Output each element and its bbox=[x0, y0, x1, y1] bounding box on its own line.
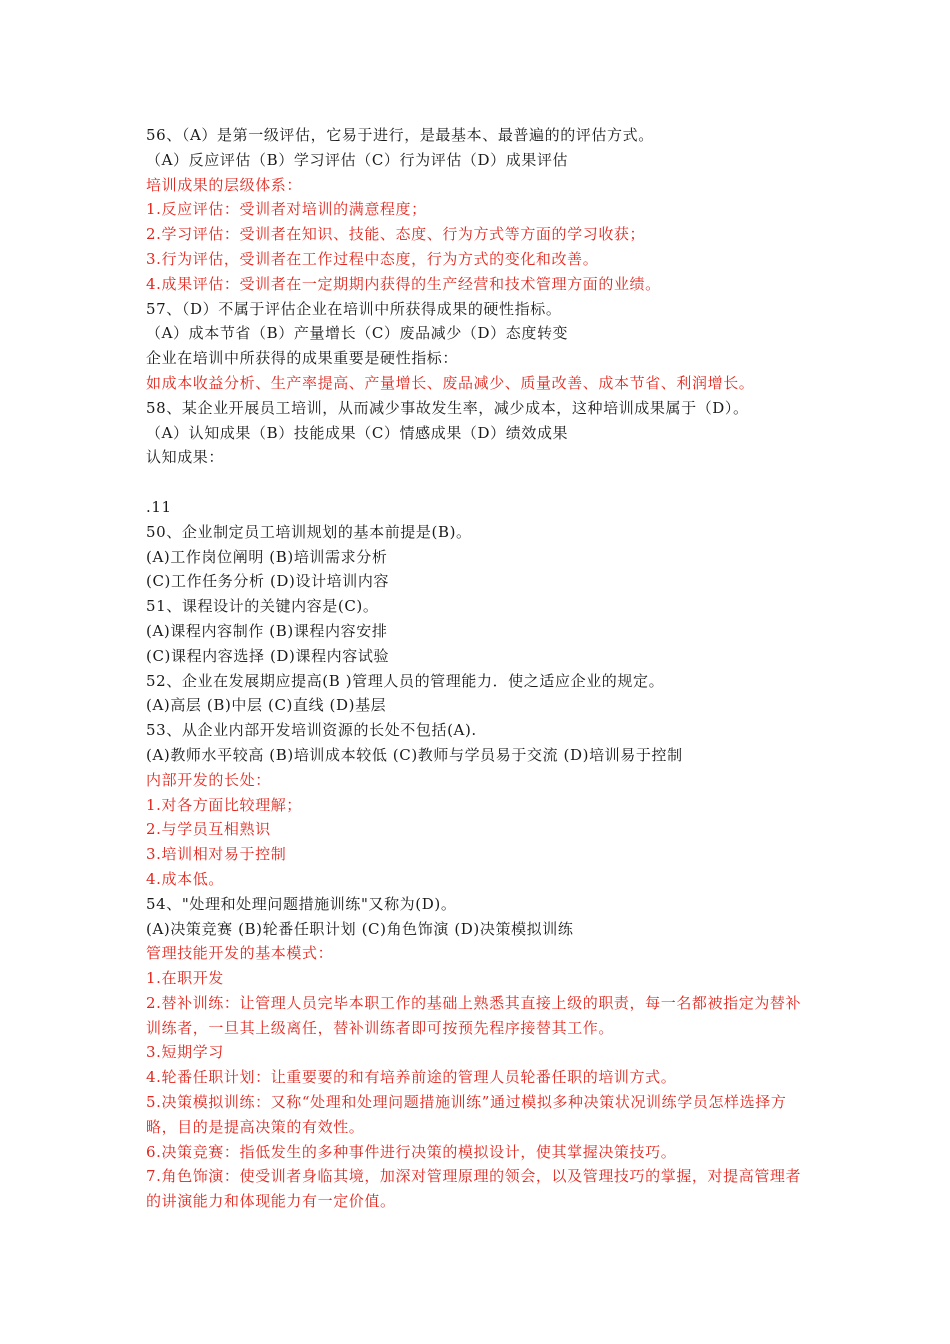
question-57-options: （A）成本节省（B）产量增长（C）废品减少（D）态度转变 bbox=[146, 324, 569, 343]
question-54: 54、"处理和处理问题措施训练"又称为(D)。 bbox=[146, 894, 457, 913]
question-57: 57、（D）不属于评估企业在培训中所获得成果的硬性指标。 bbox=[146, 299, 562, 318]
question-51-options: (A)课程内容制作 (B)课程内容安排 bbox=[146, 621, 388, 640]
note-item: 3.培训相对易于控制 bbox=[146, 845, 287, 864]
note-item: 5.决策模拟训练：又称“处理和处理问题措施训练”通过模拟多种决策状况训练学员怎样选择方略，目的是提高决策的有效性。 bbox=[146, 1093, 787, 1136]
question-53-options: (A)教师水平较高 (B)培训成本较低 (C)教师与学员易于交流 (D)培训易于控制 bbox=[146, 745, 683, 764]
note-item: 1.在职开发 bbox=[146, 969, 224, 988]
blank-line bbox=[146, 470, 806, 495]
question-50: 50、企业制定员工培训规划的基本前提是(B)。 bbox=[146, 522, 472, 541]
note-item: 4.成本低。 bbox=[146, 869, 224, 888]
note-item: 3.行为评估，受训者在工作过程中态度，行为方式的变化和改善。 bbox=[146, 249, 599, 268]
explanation-text: 企业在培训中所获得的成果重要是硬性指标： bbox=[146, 349, 459, 368]
question-52-options: (A)高层 (B)中层 (C)直线 (D)基层 bbox=[146, 696, 387, 715]
section-marker: .11 bbox=[146, 497, 172, 516]
question-56-options: （A）反应评估（B）学习评估（C）行为评估（D）成果评估 bbox=[146, 150, 569, 169]
question-51: 51、课程设计的关键内容是(C)。 bbox=[146, 597, 379, 616]
question-58: 58、某企业开展员工培训，从而减少事故发生率，减少成本，这种培训成果属于（D）。 bbox=[146, 398, 749, 417]
note-heading: 培训成果的层级体系： bbox=[146, 175, 303, 194]
note-item: 如成本收益分析、生产率提高、产量增长、废品减少、质量改善、成本节省、利润增长。 bbox=[146, 373, 755, 392]
note-item: 7.角色饰演：使受训者身临其境，加深对管理原理的领会，以及管理技巧的掌握，对提高管理者的讲演能力和体现能力有一定价值。 bbox=[146, 1167, 802, 1211]
question-50-options: (C)工作任务分析 (D)设计培训内容 bbox=[146, 572, 390, 591]
note-item: 3.短期学习 bbox=[146, 1043, 224, 1062]
note-item: 6.决策竞赛：指低发生的多种事件进行决策的模拟设计，使其掌握决策技巧。 bbox=[146, 1142, 677, 1161]
note-item: 2.学习评估：受训者在知识、技能、态度、行为方式等方面的学习收获； bbox=[146, 225, 646, 244]
question-53: 53、从企业内部开发培训资源的长处不包括(A). bbox=[146, 721, 477, 740]
question-56: 56、（A）是第一级评估，它易于进行，是最基本、最普遍的的评估方式。 bbox=[146, 126, 654, 144]
note-item: 2.替补训练：让管理人员完毕本职工作的基础上熟悉其直接上级的职责，每一名都被指定为替补训练者，一旦其上级离任，替补训练者即可按预先程序接替其工作。 bbox=[146, 993, 802, 1037]
note-item: 1.对各方面比较理解； bbox=[146, 795, 302, 814]
note-item: 2.与学员互相熟识 bbox=[146, 820, 271, 839]
note-item: 1.反应评估：受训者对培训的满意程度； bbox=[146, 200, 427, 219]
question-51-options: (C)课程内容选择 (D)课程内容试验 bbox=[146, 646, 390, 665]
note-heading: 内部开发的长处： bbox=[146, 770, 271, 789]
question-58-options: （A）认知成果（B）技能成果（C）情感成果（D）绩效成果 bbox=[146, 423, 569, 442]
document-body bbox=[146, 123, 806, 1214]
explanation-text: 认知成果： bbox=[146, 448, 225, 467]
question-54-options: (A)决策竞赛 (B)轮番任职计划 (C)角色饰演 (D)决策模拟训练 bbox=[146, 919, 574, 938]
note-item: 4.轮番任职计划：让重要要的和有培养前途的管理人员轮番任职的培训方式。 bbox=[146, 1068, 677, 1087]
note-item: 4.成果评估：受训者在一定期期内获得的生产经营和技术管理方面的业绩。 bbox=[146, 274, 661, 293]
question-50-options: (A)工作岗位阐明 (B)培训需求分析 bbox=[146, 547, 388, 566]
note-heading: 管理技能开发的基本模式： bbox=[146, 944, 334, 963]
question-52: 52、企业在发展期应提高(B )管理人员的管理能力．使之适应企业的规定。 bbox=[146, 671, 665, 690]
